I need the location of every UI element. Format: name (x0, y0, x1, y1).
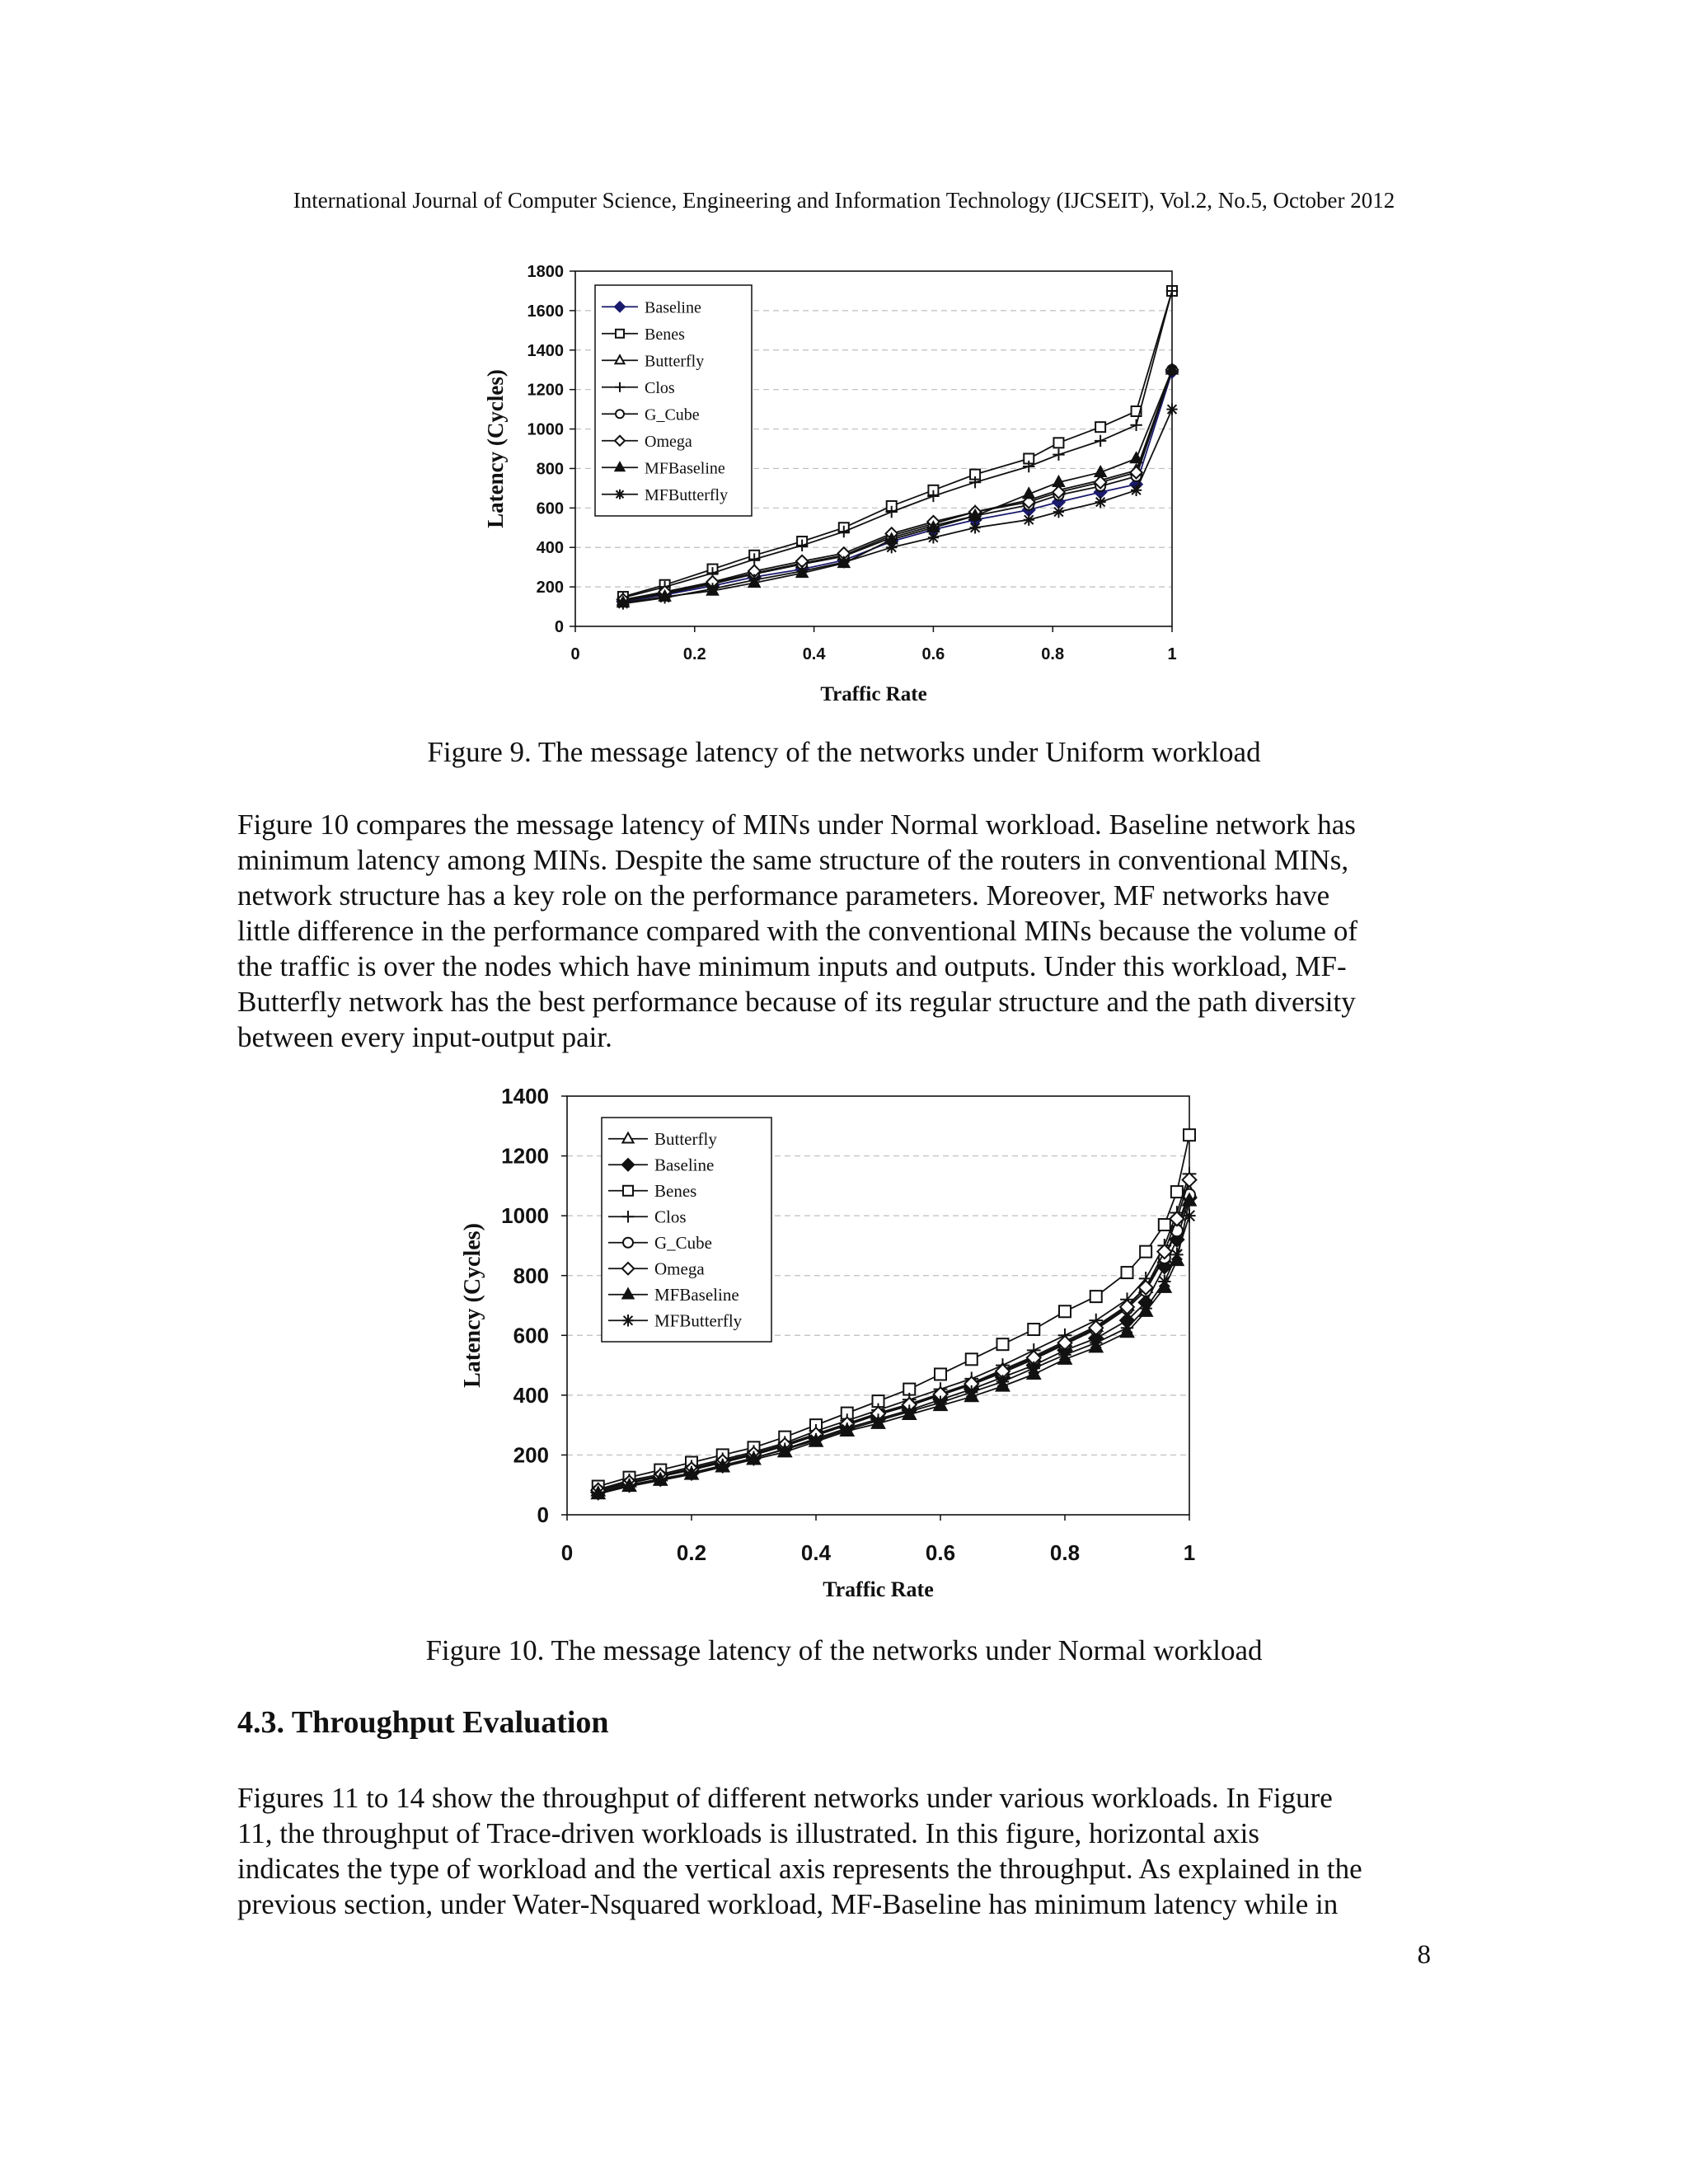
x-tick-label: 1 (1167, 645, 1177, 663)
data-point-mfbutterfly (838, 556, 849, 568)
y-tick-label: 400 (513, 1382, 549, 1408)
data-point-benes (1122, 1267, 1133, 1278)
legend-marker (622, 1315, 633, 1326)
data-point-mfbutterfly (1028, 1361, 1040, 1376)
data-point-mfbutterfly (1058, 1347, 1071, 1361)
y-tick-label: 1200 (501, 1143, 549, 1169)
data-point-mfbutterfly (797, 565, 808, 577)
paragraph-1 (237, 807, 1431, 1055)
figure9-caption: Figure 9. The message latency of the networks under Uniform workload (427, 736, 1261, 768)
paragraph-2-line: Figures 11 to 14 show the throughput of different networks under various workloads. In Figure (237, 1782, 1333, 1814)
legend-marker (623, 1238, 633, 1248)
data-point-benes (1095, 422, 1105, 432)
y-tick-label: 1600 (527, 302, 564, 321)
legend-label: MFButterfly (645, 485, 729, 504)
y-tick-label: 1400 (501, 1084, 549, 1109)
paragraph-1-line: between every input-output pair. (237, 1021, 612, 1053)
data-point-omega (1183, 1173, 1197, 1187)
x-tick-label: 0.4 (800, 1540, 832, 1565)
paragraph-1-line: the traffic is over the nodes which have minimum inputs and outputs. Under this workload, MF- (237, 950, 1347, 982)
legend-label: Clos (654, 1207, 687, 1227)
data-point-mfbutterfly (965, 1385, 978, 1399)
legend-label: MFButterfly (654, 1310, 743, 1331)
data-point-mfbutterfly (1139, 1301, 1151, 1315)
legend-label: Butterfly (654, 1129, 717, 1150)
data-point-mfbutterfly (1166, 403, 1177, 415)
paragraph-1-line: network structure has a key role on the performance parameters. Moreover, MF networks have (237, 879, 1330, 912)
data-point-mfbutterfly (592, 1486, 604, 1500)
paragraph-1-line: minimum latency among MINs. Despite the same structure of the routers in conventional MINs, (237, 844, 1349, 876)
data-point-mfbutterfly (809, 1433, 822, 1447)
data-point-mfbutterfly (685, 1466, 697, 1480)
legend-label: Omega (654, 1258, 705, 1279)
data-point-mfbutterfly (886, 541, 897, 553)
data-point-mfbutterfly (1158, 1275, 1170, 1289)
x-tick-label: 0 (570, 645, 580, 663)
paragraph-2-line: indicates the type of workload and the vertical axis represents the throughput. As explained in the (237, 1853, 1362, 1885)
data-point-mfbutterfly (617, 598, 628, 609)
legend-box (602, 1118, 771, 1342)
legend-marker (616, 330, 624, 338)
figure10-chart (460, 1084, 1196, 1601)
data-point-mfbutterfly (1170, 1248, 1183, 1262)
data-point-mfbutterfly (996, 1375, 1009, 1389)
section-heading: 4.3. Throughput Evaluation (237, 1705, 609, 1740)
y-tick-label: 1400 (527, 341, 564, 360)
legend-marker (616, 410, 624, 418)
legend-label: G_Cube (654, 1233, 712, 1254)
paragraph-2-line: previous section, under Water-Nsquared workload, MF-Baseline has minimum latency while in (237, 1888, 1339, 1920)
data-point-benes (1028, 1324, 1039, 1335)
data-point-benes (1090, 1291, 1102, 1302)
data-point-benes (935, 1368, 946, 1380)
legend-label: Benes (654, 1181, 697, 1202)
x-tick-label: 0.6 (925, 1540, 956, 1565)
x-tick-label: 1 (1183, 1540, 1196, 1565)
legend-label: Baseline (645, 298, 701, 317)
x-axis-label: Traffic Rate (820, 683, 927, 705)
data-point-mfbutterfly (659, 592, 670, 603)
y-tick-label: 0 (537, 1502, 549, 1528)
paragraph-1-line: Figure 10 compares the message latency of MINs under Normal workload. Baseline network has (237, 808, 1356, 841)
legend-label: Benes (645, 325, 685, 344)
paragraph-1-line: Butterfly network has the best performance because of its regular structure and the path diversity (237, 986, 1356, 1018)
x-tick-label: 0.8 (1049, 1540, 1081, 1565)
data-point-mfbutterfly (1024, 514, 1034, 526)
paragraph-1-line: little difference in the performance compared with the conventional MINs because the volume of (237, 915, 1357, 947)
y-tick-label: 1200 (527, 381, 564, 400)
data-point-mfbutterfly (623, 1479, 635, 1493)
y-tick-label: 400 (536, 539, 564, 558)
y-tick-label: 1800 (527, 263, 564, 281)
y-axis-label: Latency (Cycles) (460, 1223, 485, 1388)
data-point-benes (1059, 1305, 1071, 1317)
y-tick-label: 200 (536, 579, 564, 598)
x-tick-label: 0.6 (921, 645, 945, 663)
data-point-mfbutterfly (1095, 496, 1106, 508)
data-point-clos (1095, 435, 1106, 447)
y-tick-label: 800 (513, 1263, 549, 1288)
data-point-mfbutterfly (1053, 506, 1064, 518)
data-point-benes (1184, 1129, 1195, 1141)
data-point-benes (1159, 1219, 1170, 1230)
paragraph-2-line: 11, the throughput of Trace-driven workloads is illustrated. In this figure, horizontal axis (237, 1817, 1260, 1849)
data-point-mfbutterfly (928, 532, 939, 543)
data-point-benes (1140, 1246, 1151, 1258)
data-point-benes (966, 1353, 978, 1365)
x-tick-label: 0.2 (676, 1540, 707, 1565)
data-point-benes (997, 1338, 1009, 1350)
legend-label: G_Cube (645, 405, 700, 424)
data-point-mfbutterfly (748, 1451, 760, 1465)
data-point-mfbutterfly (716, 1459, 729, 1473)
figure10-caption: Figure 10. The message latency of the networks under Normal workload (425, 1634, 1263, 1666)
data-point-mfbutterfly (934, 1396, 946, 1410)
data-point-mfbutterfly (749, 574, 760, 586)
data-point-mfbutterfly (903, 1404, 916, 1418)
y-tick-label: 200 (513, 1442, 549, 1468)
data-point-mfbutterfly (1090, 1336, 1102, 1350)
figure9-chart (483, 263, 1178, 705)
data-point-mfbutterfly (841, 1422, 853, 1436)
legend-label: Butterfly (645, 352, 705, 371)
data-point-clos (1053, 448, 1064, 460)
legend-box (595, 285, 752, 516)
data-point-mfbutterfly (1183, 1209, 1195, 1223)
data-point-mfbutterfly (1131, 485, 1142, 496)
legend-label: Baseline (654, 1155, 715, 1175)
legend-label: Clos (645, 378, 675, 397)
x-tick-label: 0.4 (802, 645, 826, 663)
data-point-mfbutterfly (872, 1413, 884, 1427)
y-tick-label: 1000 (501, 1203, 549, 1229)
data-point-benes (1053, 438, 1063, 448)
legend-label: MFBaseline (654, 1285, 739, 1305)
x-tick-label: 0.2 (682, 645, 706, 663)
y-tick-label: 600 (513, 1323, 549, 1348)
data-point-benes (1171, 1186, 1183, 1197)
y-axis-label: Latency (Cycles) (483, 369, 508, 528)
page-number: 8 (1417, 1940, 1431, 1970)
data-point-mfbutterfly (1121, 1321, 1133, 1335)
data-point-mfbutterfly (707, 583, 718, 594)
legend-label: MFBaseline (645, 459, 725, 478)
data-point-mfbutterfly (779, 1442, 791, 1456)
legend-label: Omega (645, 432, 692, 451)
x-axis-label: Traffic Rate (823, 1577, 934, 1601)
y-tick-label: 0 (554, 618, 564, 636)
journal-header: International Journal of Computer Science, Engineering and Information Technology (IJCSEIT), Vol.2, No.5, October 2012 (293, 188, 1395, 213)
x-tick-label: 0.8 (1041, 645, 1065, 663)
y-tick-label: 600 (536, 499, 564, 518)
paragraph-2 (237, 1780, 1431, 1922)
data-point-mfbutterfly (654, 1473, 667, 1487)
x-tick-label: 0 (560, 1540, 574, 1565)
y-tick-label: 1000 (527, 420, 564, 439)
legend-marker (616, 490, 625, 499)
y-tick-label: 800 (536, 460, 564, 479)
legend-marker (623, 1186, 633, 1196)
data-point-mfbutterfly (969, 522, 980, 533)
